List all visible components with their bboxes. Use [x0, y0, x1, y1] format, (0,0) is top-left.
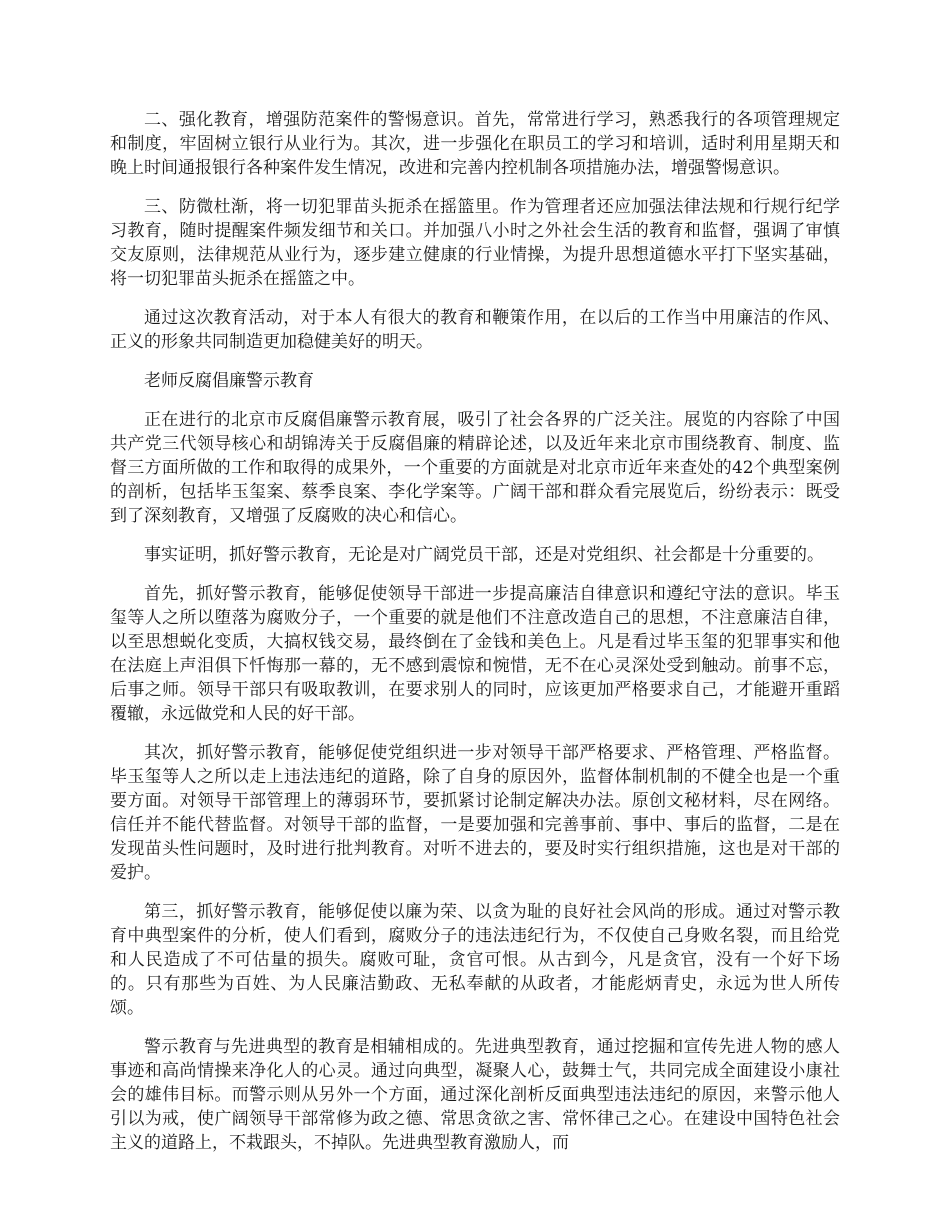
- paragraph-second-point: 其次，抓好警示教育，能够促使党组织进一步对领导干部严格要求、严格管理、严格监督。毕玉玺等人之所以走上违法违纪的道路，除了自身的原因外，监督体制机制的不健全也是一个重要方面。对领导干部管理上的薄弱环节，要抓紧讨论制定解决办法。原创文秘材料，尽在网络。信任并不能代替监督。对领导干部的监督，一是要加强和完善事前、事中、事后的监督，二是在发现苗头性问题时，及时进行批判教育。对听不进去的，要及时实行组织措施，这也是对干部的爱护。: [110, 743, 840, 883]
- section-title: 老师反腐倡廉警示教育: [144, 371, 314, 391]
- paragraph-third-point: 第三，抓好警示教育，能够促使以廉为荣、以贪为耻的良好社会风尚的形成。通过对警示教育中典型案件的分析，使人们看到，腐败分子的违法违纪行为，不仅使自己身败名裂，而且给党和人民造成了不可估量的损失。腐败可耻，贪官可恨。从古到今，凡是贪官，没有一个好下场的。只有那些为百姓、为人民廉洁勤政、无私奉献的从政者，才能彪炳青史，永远为世人所传颂。: [110, 902, 840, 1018]
- paragraph-first-point: 首先，抓好警示教育，能够促使领导干部进一步提高廉洁自律意识和遵纪守法的意识。毕玉玺等人之所以堕落为腐败分子，一个重要的就是他们不注意改造自己的思想，不注意廉洁自律，以至思想蜕化变质，大搞权钱交易，最终倒在了金钱和美色上。凡是看过毕玉玺的犯罪事实和他在法庭上声泪俱下忏悔那一幕的，无不感到震惊和惋惜，无不在心灵深处受到触动。前事不忘，后事之师。领导干部只有吸取教训，在要求别人的同时，应该更加严格要求自己，才能避开重蹈覆辙，永远做党和人民的好干部。: [110, 584, 840, 724]
- paragraph-importance: 事实证明，抓好警示教育，无论是对广阔党员干部，还是对党组织、社会都是十分重要的。: [144, 545, 824, 565]
- paragraph-prevent-crime: 三、防微杜渐，将一切犯罪苗头扼杀在摇篮里。作为管理者还应加强法律法规和行规行纪学习教育，随时提醒案件频发细节和关口。并加强八小时之外社会生活的教育和监督，强调了审慎交友原则，法律规范从业行为，逐步建立健康的行业情操，为提升思想道德水平打下坚实基础，将一切犯罪苗头扼杀在摇篮之中。: [110, 197, 840, 289]
- paragraph-strengthen-education: 二、强化教育，增强防范案件的警惕意识。首先，常常进行学习，熟悉我行的各项管理规定和制度，牢固树立银行从业行为。其次，进一步强化在职员工的学习和培训，适时利用星期天和晚上时间通报银行各种案件发生情况，改进和完善内控机制各项措施办法，增强警惕意识。: [110, 110, 840, 178]
- paragraph-conclusion: 通过这次教育活动，对于本人有很大的教育和鞭策作用，在以后的工作当中用廉洁的作风、正义的形象共同制造更加稳健美好的明天。: [110, 308, 840, 352]
- document-page: [110, 108, 840, 1170]
- paragraph-model-education: 警示教育与先进典型的教育是相辅相成的。先进典型教育，通过挖掘和宣传先进人物的感人事迹和高尚情操来净化人的心灵。通过向典型，凝聚人心，鼓舞士气，共同完成全面建设小康社会的雄伟目标。而警示则从另外一个方面，通过深化剖析反面典型违法违纪的原因，来警示他人引以为戒，使广阔领导干部常修为政之德、常思贪欲之害、常怀律己之心。在建设中国特色社会主义的道路上，不栽跟头，不掉队。先进典型教育激励人，而: [110, 1037, 840, 1153]
- paragraph-exhibition: 正在进行的北京市反腐倡廉警示教育展，吸引了社会各界的广泛关注。展览的内容除了中国共产党三代领导核心和胡锦涛关于反腐倡廉的精辟论述，以及近年来北京市围绕教育、制度、监督三方面所做的工作和取得的成果外，一个重要的方面就是对北京市近年来查处的42个典型案例的剖析，包括毕玉玺案、蔡季良案、李化学案等。广阔干部和群众看完展览后，纷纷表示：既受到了深刻教育，又增强了反腐败的决心和信心。: [110, 410, 840, 526]
